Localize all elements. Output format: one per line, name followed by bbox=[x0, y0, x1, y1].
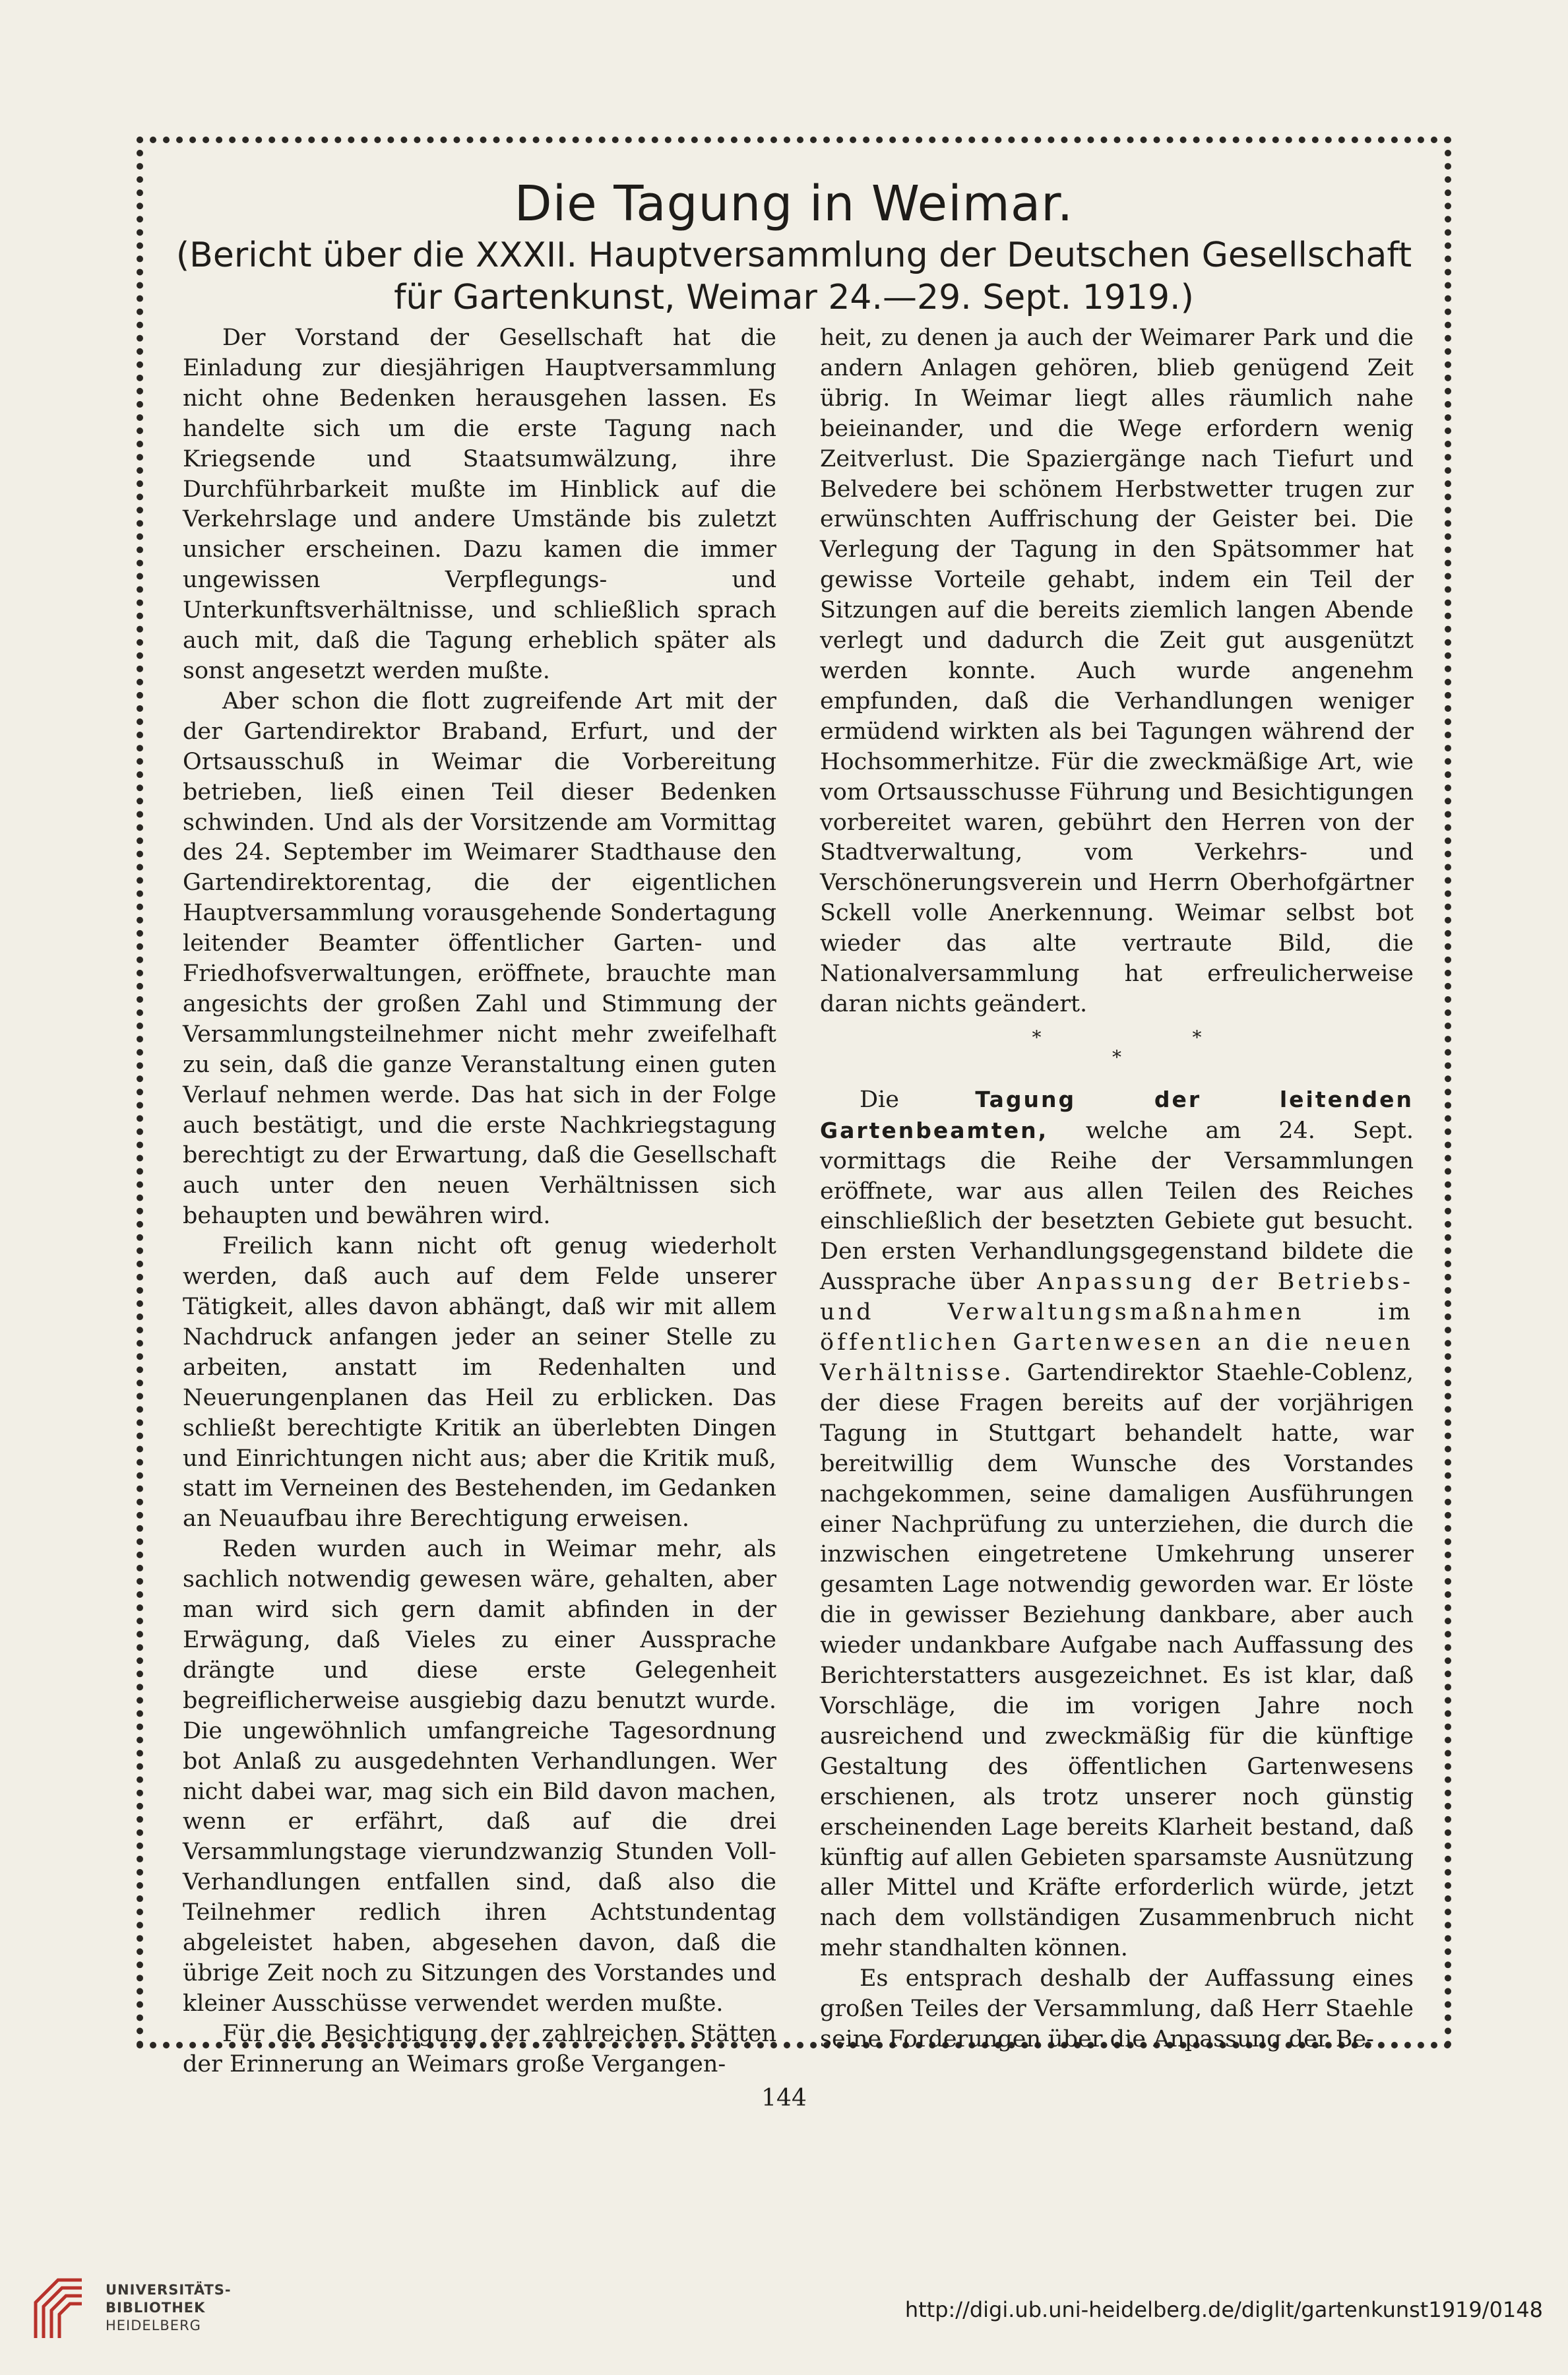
text-run: welche am 24. Sept. vormittags die Reihe der Versammlungen eröffnete, war aus allen Teilen des Reiches einschließlich der besetzten Gebiete gut besucht. Den ersten Verhandlungsgegenstand bildete die Aussprache über bbox=[820, 1117, 1414, 1296]
subtitle-line-2: für Gartenkunst, Weimar 24.—29. Sept. 1919.) bbox=[394, 278, 1194, 317]
article-subtitle bbox=[170, 234, 1418, 319]
source-url[interactable]: http://digi.ub.uni-heidelberg.de/diglit/gartenkunst1919/0148 bbox=[904, 2297, 1543, 2322]
separator-stars-bottom: * bbox=[1112, 1046, 1121, 1068]
paragraph bbox=[820, 1085, 1414, 1964]
text-run: Gartendirektor Staehle-Coblenz, der diese Fragen bereits auf der vorjährigen Tagung in Stuttgart behandelt hatte, war bereitwillig dem Wunsche des Vorstandes nachgekommen, seine damaligen Ausführungen einer Nachprüfung zu unterziehen, die durch die inzwischen eingetretene Umkehrung unserer gesamten Lage notwendig geworden war. Er löste die in gewisser Beziehung dankbare, aber auch wieder undankbare Aufgabe nach Auffassung des Berichterstatters ausgezeichnet. Es ist klar, daß Vorschläge, die im vorigen Jahre noch ausreichend und zweckmäßig für die künftige Gestaltung des öffentlichen Gartenwesens erschienen, als trotz unserer noch günstig erscheinenden Lage bereits Klarheit bestand, daß künftig auf allen Gebieten sparsamste Ausnützung aller Mittel und Kräfte erforderlich würde, jetzt nach dem vollständigen Zusammenbruch nicht mehr standhalten können. bbox=[820, 1360, 1414, 1962]
page-number: 144 bbox=[761, 2085, 807, 2112]
paragraph: Es entsprach deshalb der Auffassung eines großen Teiles der Versammlung, daß Herr Staehle seine Forderungen über die Anpassung der Be- bbox=[820, 1965, 1414, 2052]
paragraph: Reden wurden auch in Weimar mehr, als sachlich notwendig gewesen wäre, gehalten, aber man wird sich gern damit abfinden in der Erwägung, daß Vieles zu einer Aussprache drängte und diese erste Gelegenheit begreiflicherweise ausgiebig dazu benutzt wurde. Die ungewöhnlich umfangreiche Tagesordnung bot Anlaß zu ausgedehnten Verhandlungen. Wer nicht dabei war, mag sich ein Bild davon machen, wenn er erfährt, daß auf die drei Versammlungstage vierundzwanzig Stunden Voll-Verhandlungen entfallen sind, daß also die Teilnehmer redlich ihren Achtstundentag abgeleistet haben, abgesehen davon, daß die übrige Zeit noch zu Sitzungen des Vorstandes und kleiner Ausschüsse verwendet werden mußte. bbox=[183, 1536, 776, 2017]
paragraph: heit, zu denen ja auch der Weimarer Park und die andern Anlagen gehören, blieb genügend Zeit übrig. In Weimar liegt alles räumlich nahe beieinander, und die Wege erfordern wenig Zeitverlust. Die Spaziergänge nach Tiefurt und Belvedere bei schönem Herbstwetter trugen zur erwünschten Auffrischung der Geister bei. Die Verlegung der Tagung in den Spätsommer hat gewisse Vorteile gehabt, indem ein Teil der Sitzungen auf die bereits ziemlich langen Abende verlegt und dadurch die Zeit gut ausgenützt werden konnte. Auch wurde angenehm empfunden, daß die Verhandlungen weniger ermüdend wirkten als bei Tagungen während der Hochsommerhitze. Für die zweckmäßige Art, wie vom Ortsausschusse Führung und Besichtigungen vorbereitet waren, gebührt den Herren von der Stadtverwaltung, vom Verkehrs- und Verschönerungsverein und Herrn Oberhofgärtner Sckell volle Anerkennung. Weimar selbst bot wieder das alte vertraute Bild, die Nationalversammlung hat erfreulicherweise daran nichts geändert. bbox=[820, 325, 1414, 1017]
paragraph: Aber schon die flott zugreifende Art mit der der Gartendirektor Braband, Erfurt, und der Ortsausschuß in Weimar die Vorbereitung betrieben, ließ einen Teil dieser Bedenken schwinden. Und als der Vorsitzende am Vormittag des 24. September im Weimarer Stadthause den Gartendirektorentag, die der eigentlichen Hauptversammlung vorausgehende Sondertagung leitender Beamter öffentlicher Garten- und Friedhofsverwaltungen, eröffnete, brauchte man angesichts der großen Zahl und Stimmung der Versammlungsteilnehmer nicht mehr zweifelhaft zu sein, daß die ganze Veranstaltung einen guten Verlauf nehmen werde. Das hat sich in der Folge auch bestätigt, und die erste Nachkriegstagung berechtigt zu der Erwartung, daß die Gesellschaft auch unter den neuen Verhältnissen sich behaupten und bewähren wird. bbox=[183, 687, 776, 1230]
lead-word: Die bbox=[860, 1086, 899, 1113]
left-column bbox=[183, 323, 776, 2077]
footer bbox=[0, 2236, 1568, 2375]
page-frame bbox=[137, 137, 1451, 2077]
library-line-2: BIBLIOTHEK bbox=[106, 2300, 206, 2316]
library-line-3: HEIDELBERG bbox=[106, 2318, 201, 2333]
library-logo-icon bbox=[32, 2276, 86, 2342]
spaced-emphasis: Anpassung der Betriebs- und Verwaltungsmaßnahmen im öffentlichen Gartenwesen an die neuen Verhältnisse. bbox=[820, 1269, 1414, 1386]
library-line-1: UNIVERSITÄTS- bbox=[106, 2282, 232, 2298]
subtitle-line-1: (Bericht über die XXXII. Hauptversammlung der Deutschen Gesellschaft bbox=[175, 236, 1412, 275]
library-name bbox=[106, 2281, 232, 2335]
separator-stars-top: * * bbox=[1032, 1026, 1274, 1048]
paragraph: Der Vorstand der Gesellschaft hat die Einladung zur diesjährigen Hauptversammlung nicht ohne Bedenken herausgehen lassen. Es handelte sich um die erste Tagung nach Kriegsende und Staatsumwälzung, ihre Durchführbarkeit mußte im Hinblick auf die Verkehrslage und andere Umstände bis zuletzt unsicher erscheinen. Dazu kamen die immer ungewissen Verpflegungs- und Unterkunftsverhältnisse, und schließlich sprach auch mit, daß die Tagung erheblich später als sonst angesetzt werden mußte. bbox=[183, 325, 776, 684]
paragraph: Freilich kann nicht oft genug wiederholt werden, daß auch auf dem Felde unserer Tätigkeit, alles davon abhängt, daß wir mit allem Nachdruck anfangen jeder an seiner Stelle zu arbeiten, anstatt im Redenhalten und Neuerungenplanen das Heil zu erblicken. Das schließt berechtigte Kritik an überlebten Dingen und Einrichtungen nicht aus; aber die Kritik muß, statt im Verneinen des Bestehenden, im Gedanken an Neuaufbau ihre Berechtigung erweisen. bbox=[183, 1233, 776, 1533]
section-separator bbox=[820, 1028, 1414, 1067]
right-column bbox=[820, 323, 1414, 2052]
article-title: Die Tagung in Weimar. bbox=[514, 175, 1074, 232]
paragraph: Für die Besichtigung der zahlreichen Stätten der Erinnerung an Weimars große Vergangen- bbox=[183, 2020, 776, 2077]
section-heading-inline: Tagung der leitenden Gartenbeamten, bbox=[820, 1086, 1414, 1143]
